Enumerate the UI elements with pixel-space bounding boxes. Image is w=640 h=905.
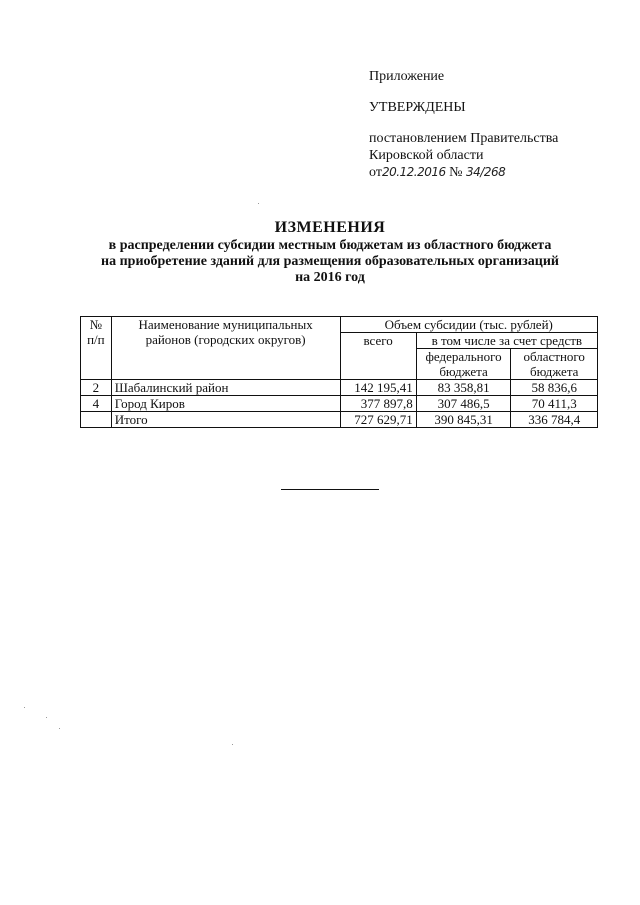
- header-name: Наименование муниципальных районов (городских округов): [111, 317, 340, 380]
- appendix-label: Приложение: [369, 69, 445, 84]
- cell-regional: 336 784,4: [511, 412, 598, 428]
- scan-speck: [258, 203, 259, 204]
- header-num: № п/п: [81, 317, 112, 380]
- document-title: [60, 220, 600, 286]
- region-line: Кировской области: [369, 148, 484, 163]
- header-federal: федерального бюджета: [416, 349, 511, 380]
- cell-regional: 70 411,3: [511, 396, 598, 412]
- number-sign: №: [449, 165, 463, 180]
- cell-federal: 307 486,5: [416, 396, 511, 412]
- scan-speck: [232, 744, 233, 745]
- cell-total: 377 897,8: [340, 396, 416, 412]
- cell-name: Город Киров: [111, 396, 340, 412]
- cell-num: 2: [81, 380, 112, 396]
- handwritten-number: 34/268: [466, 165, 506, 179]
- cell-name: Итого: [111, 412, 340, 428]
- title-line-2: на приобретение зданий для размещения образовательных организаций: [101, 254, 559, 269]
- table-row: [81, 380, 598, 396]
- cell-name: Шабалинский район: [111, 380, 340, 396]
- header-subsidy: Объем субсидии (тыс. рублей): [340, 317, 597, 333]
- cell-regional: 58 836,6: [511, 380, 598, 396]
- table-row: [81, 396, 598, 412]
- title-line-3: на 2016 год: [295, 270, 365, 285]
- date-prefix: от: [369, 165, 382, 180]
- scan-speck: [24, 707, 25, 708]
- cell-federal: 390 845,31: [416, 412, 511, 428]
- approval-block: [369, 68, 609, 181]
- scan-speck: [59, 728, 60, 729]
- closing-rule: [281, 489, 379, 490]
- title-heading: ИЗМЕНЕНИЯ: [274, 219, 386, 236]
- cell-total: 727 629,71: [340, 412, 416, 428]
- cell-federal: 83 358,81: [416, 380, 511, 396]
- cell-total: 142 195,41: [340, 380, 416, 396]
- cell-num: 4: [81, 396, 112, 412]
- date-number-line: [369, 164, 609, 181]
- header-total: всего: [340, 333, 416, 380]
- approved-label: УТВЕРЖДЕНЫ: [369, 100, 466, 115]
- handwritten-date: 20.12.2016: [381, 165, 446, 179]
- header-including: в том числе за счет средств: [416, 333, 597, 349]
- scan-speck: [46, 717, 47, 718]
- title-line-1: в распределении субсидии местным бюджетам из областного бюджета: [108, 238, 552, 253]
- resolution-line: постановлением Правительства: [369, 131, 559, 146]
- subsidy-table: [80, 316, 598, 428]
- cell-num: [81, 412, 112, 428]
- table-row-total: [81, 412, 598, 428]
- table-header-row-1: [81, 317, 598, 333]
- header-regional: областного бюджета: [511, 349, 598, 380]
